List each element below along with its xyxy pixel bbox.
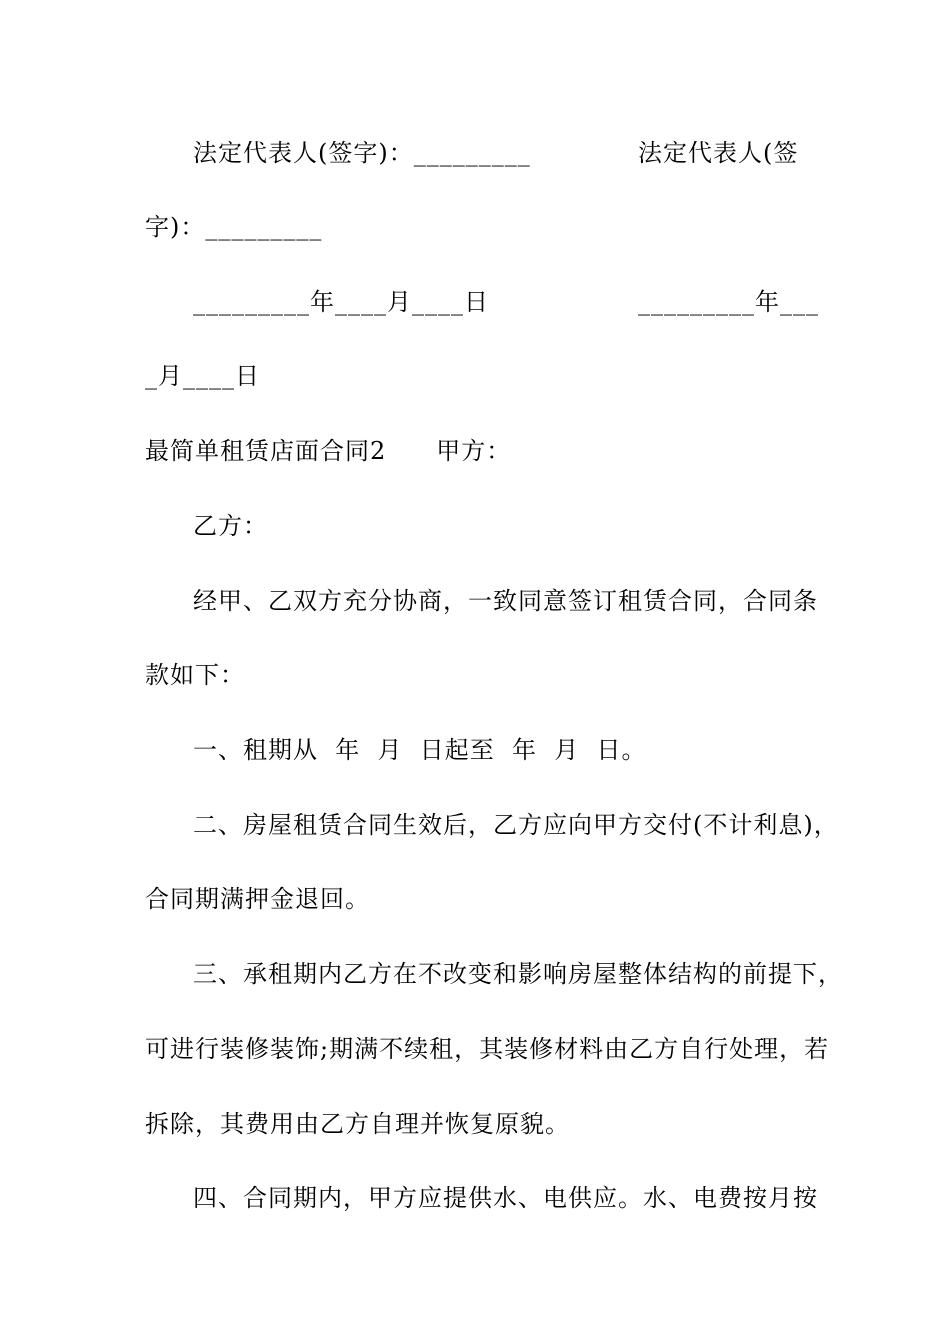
left-sign-date: _________年____月____日 (193, 288, 489, 316)
clause-3-line3: 拆除，其费用由乙方自理并恢复原貌。 (145, 1110, 570, 1138)
clause-2-line2: 合同期满押金退回。 (145, 885, 370, 913)
clause-3-line2: 可进行装修装饰;期满不续租，其装修材料由乙方自行处理，若 (145, 1035, 830, 1063)
left-legal-rep-signature: 法定代表人(签字)：_________ (193, 139, 531, 167)
clause-2-line1: 二、房屋租赁合同生效后，乙方应向甲方交付(不计利息)， (193, 811, 839, 839)
party-b-label: 乙方： (193, 512, 268, 540)
clause-4-line1: 四、合同期内，甲方应提供水、电供应。水、电费按月按 (193, 1184, 818, 1212)
right-legal-rep-signature-part1: 法定代表人(签 (638, 139, 799, 167)
intro-paragraph-line1: 经甲、乙双方充分协商，一致同意签订租赁合同，合同条 (193, 587, 818, 615)
right-sign-date-part1: _________年___ (638, 288, 819, 316)
contract-title-line: 最简单租赁店面合同2 甲方： (145, 437, 512, 465)
right-sign-date-part2: _月____日 (145, 362, 260, 390)
clause-1: 一、租期从 年 月 日起至 年 月 日。 (193, 736, 647, 764)
clause-3-line1: 三、承租期内乙方在不改变和影响房屋整体结构的前提下， (193, 960, 843, 988)
right-legal-rep-signature-part2: 字)：_________ (145, 213, 323, 241)
intro-paragraph-line2: 款如下： (145, 661, 245, 689)
